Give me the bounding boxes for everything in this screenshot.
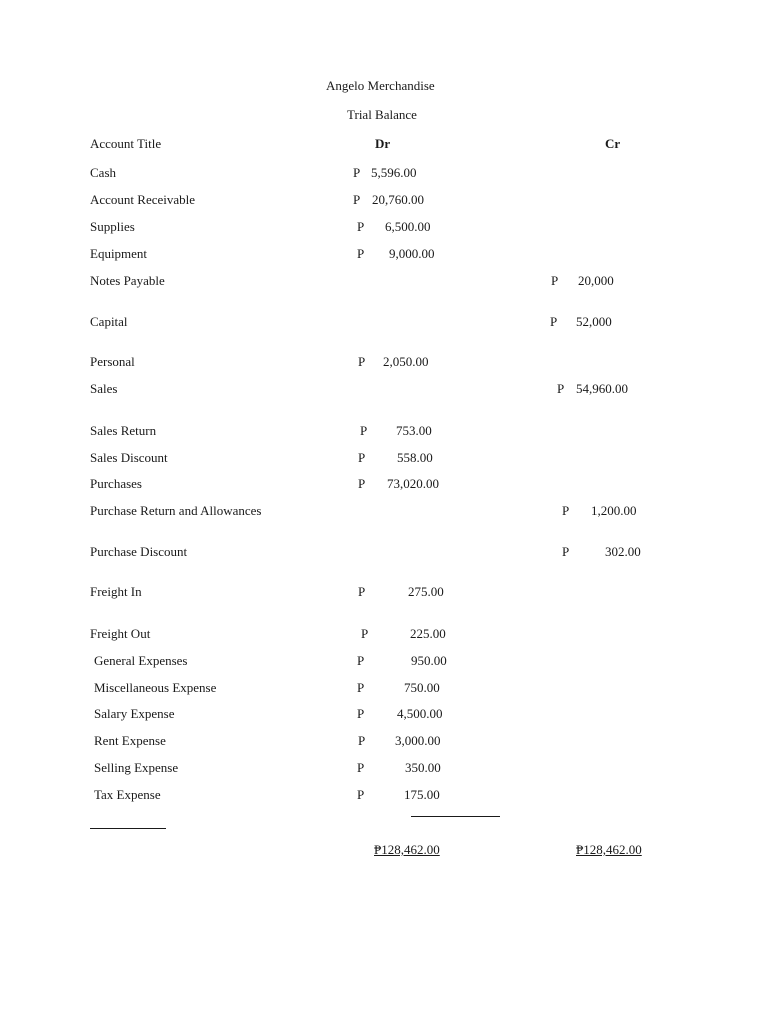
account-title: Freight Out	[90, 626, 151, 641]
account-title: Miscellaneous Expense	[94, 680, 217, 695]
dr-amount: 6,500.00	[385, 219, 431, 234]
total-cr: ₱128,462.00	[576, 842, 642, 857]
dr-currency: P	[358, 476, 366, 491]
dr-currency: P	[358, 733, 366, 748]
dr-currency: P	[357, 680, 365, 695]
dr-currency: P	[357, 219, 365, 234]
account-title: Sales Discount	[90, 450, 168, 465]
cr-currency: P	[551, 273, 559, 288]
dr-amount: 5,596.00	[371, 165, 417, 180]
total-dr: ₱128,462.00	[374, 842, 440, 857]
dr-amount: 350.00	[405, 760, 441, 775]
cr-currency: P	[550, 314, 558, 329]
dr-amount: 4,500.00	[397, 706, 443, 721]
cr-currency: P	[562, 503, 570, 518]
cr-amount: 302.00	[605, 544, 641, 559]
account-title: Account Receivable	[90, 192, 196, 207]
cr-amount: 54,960.00	[576, 381, 628, 396]
dr-currency: P	[357, 787, 365, 802]
account-title: Personal	[90, 354, 135, 369]
dr-currency: P	[357, 760, 365, 775]
dr-amount: 73,020.00	[387, 476, 439, 491]
dr-currency: P	[357, 653, 365, 668]
dr-amount: 9,000.00	[389, 246, 435, 261]
dr-amount: 558.00	[397, 450, 433, 465]
dr-currency: P	[353, 192, 361, 207]
dr-currency: P	[353, 165, 361, 180]
account-title: Cash	[90, 165, 116, 180]
dr-amount: 753.00	[396, 423, 432, 438]
dr-currency: P	[360, 423, 368, 438]
account-title: Selling Expense	[94, 760, 179, 775]
cr-currency: P	[557, 381, 565, 396]
dr-amount: 20,760.00	[372, 192, 424, 207]
dr-amount: 2,050.00	[383, 354, 429, 369]
header-dr: Dr	[375, 136, 391, 151]
account-title: Sales Return	[90, 423, 157, 438]
dr-amount: 950.00	[411, 653, 447, 668]
cr-amount: 20,000	[578, 273, 614, 288]
account-title: General Expenses	[94, 653, 188, 668]
account-title: Purchase Discount	[90, 544, 188, 559]
company-name: Angelo Merchandise	[326, 78, 435, 93]
header-account-title: Account Title	[90, 136, 162, 151]
dr-currency: P	[358, 354, 366, 369]
dr-amount: 3,000.00	[395, 733, 441, 748]
account-column-underline	[90, 828, 166, 829]
account-title: Capital	[90, 314, 128, 329]
account-title: Salary Expense	[94, 706, 175, 721]
dr-currency: P	[358, 450, 366, 465]
cr-currency: P	[562, 544, 570, 559]
account-title: Notes Payable	[90, 273, 165, 288]
dr-currency: P	[357, 706, 365, 721]
dr-currency: P	[357, 246, 365, 261]
header-cr: Cr	[605, 136, 621, 151]
account-title: Freight In	[90, 584, 142, 599]
dr-amount: 175.00	[404, 787, 440, 802]
dr-total-underline	[411, 816, 500, 817]
account-title: Supplies	[90, 219, 135, 234]
document-title: Trial Balance	[347, 107, 417, 122]
account-title: Tax Expense	[94, 787, 161, 802]
dr-amount: 225.00	[410, 626, 446, 641]
dr-amount: 275.00	[408, 584, 444, 599]
account-title: Purchases	[90, 476, 142, 491]
dr-currency: P	[358, 584, 366, 599]
cr-amount: 1,200.00	[591, 503, 637, 518]
account-title: Equipment	[90, 246, 148, 261]
account-title: Sales	[90, 381, 118, 396]
cr-amount: 52,000	[576, 314, 612, 329]
account-title: Purchase Return and Allowances	[90, 503, 262, 518]
dr-amount: 750.00	[404, 680, 440, 695]
account-title: Rent Expense	[94, 733, 166, 748]
dr-currency: P	[361, 626, 369, 641]
